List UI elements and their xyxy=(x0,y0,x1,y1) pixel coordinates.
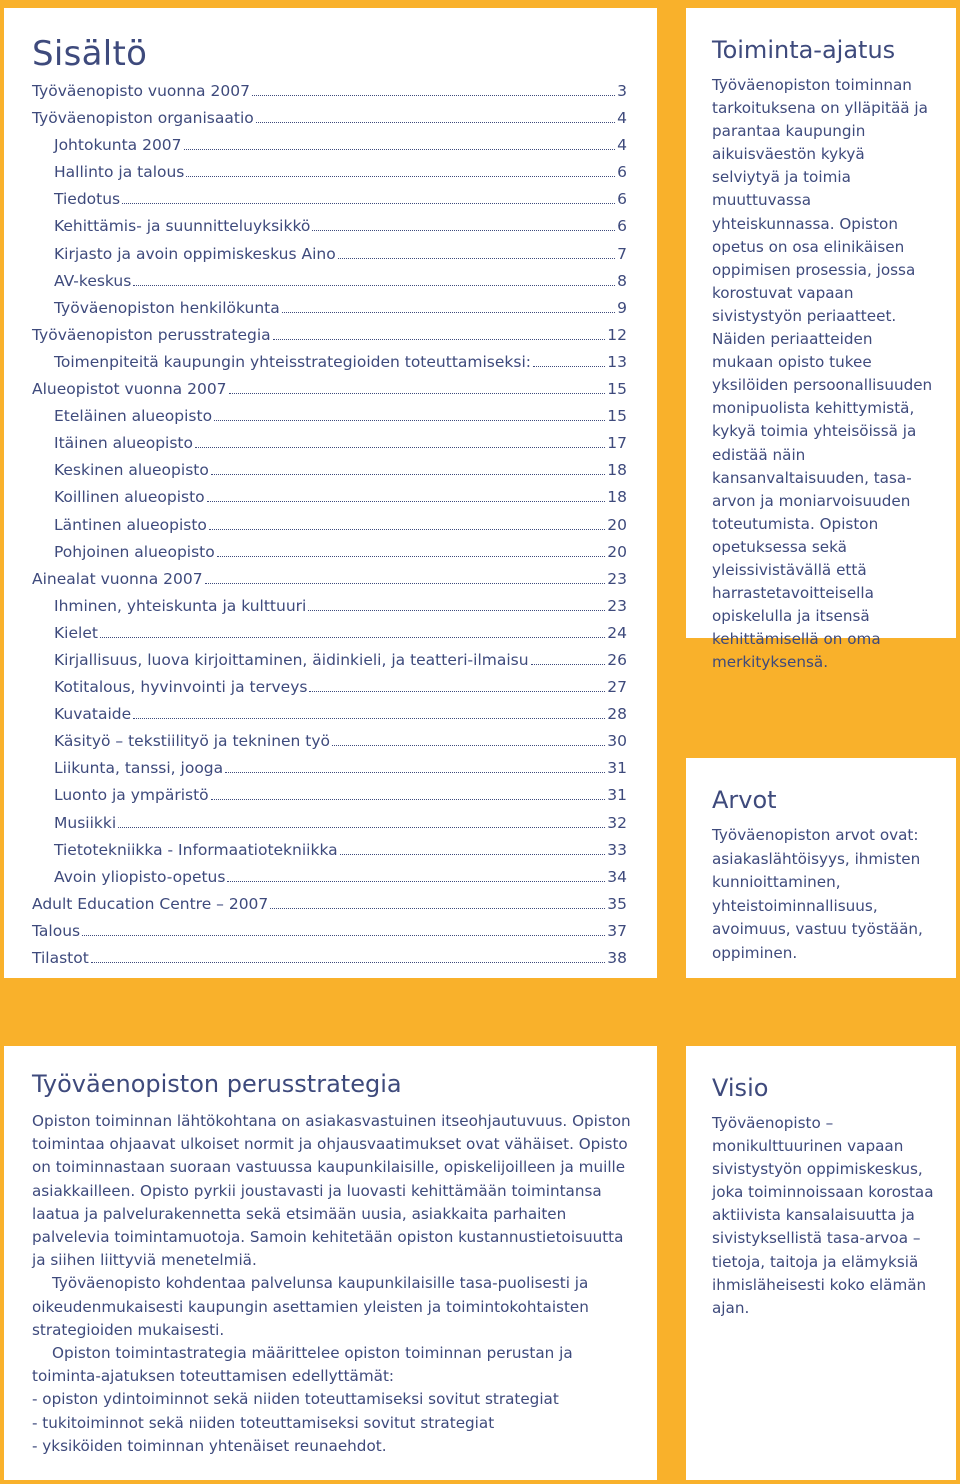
toc-entry-page: 6 xyxy=(617,190,627,209)
strategy-paragraph: Opiston toimintastrategia määrittelee opiston toiminnan perustan ja toiminta-ajatuksen toteuttamisen edellyttämät: xyxy=(32,1344,573,1386)
toc-title: Sisältö xyxy=(32,34,148,74)
toc-entry-label: AV-keskus xyxy=(54,271,132,290)
toc-entry-label: Työväenopiston perusstrategia xyxy=(32,325,271,344)
toc-entry-page: 33 xyxy=(607,840,627,859)
toc-entry-page: 13 xyxy=(607,352,627,371)
toc-entry-page: 15 xyxy=(607,380,627,399)
toc-entry-page: 9 xyxy=(617,298,627,317)
toc-dot-leader xyxy=(100,637,605,638)
toc-entry[interactable] xyxy=(32,407,627,434)
toc-entry[interactable] xyxy=(32,190,627,217)
toc-dot-leader xyxy=(209,529,605,530)
toc-dot-leader xyxy=(308,610,605,611)
toc-entry[interactable] xyxy=(32,651,627,678)
toc-entry[interactable] xyxy=(32,109,627,136)
toc-list xyxy=(32,82,627,976)
toc-dot-leader xyxy=(211,474,605,475)
toc-dot-leader xyxy=(252,95,615,96)
toc-entry-page: 31 xyxy=(607,759,627,778)
toc-entry[interactable] xyxy=(32,814,627,841)
values-panel xyxy=(686,758,956,978)
toc-dot-leader xyxy=(338,258,615,259)
toc-dot-leader xyxy=(533,366,605,367)
toc-entry-page: 35 xyxy=(607,894,627,913)
toc-dot-leader xyxy=(340,854,606,855)
toc-entry-page: 26 xyxy=(607,650,627,669)
toc-entry[interactable] xyxy=(32,245,627,272)
toc-entry-page: 17 xyxy=(607,434,627,453)
toc-entry[interactable] xyxy=(32,678,627,705)
toc-entry[interactable] xyxy=(32,353,627,380)
toc-entry-page: 34 xyxy=(607,867,627,886)
strategy-panel xyxy=(4,1046,657,1480)
toc-entry-page: 6 xyxy=(617,217,627,236)
toc-entry-label: Työväenopisto vuonna 2007 xyxy=(32,82,250,100)
toc-entry-label: Kehittämis- ja suunnitteluyksikkö xyxy=(54,217,311,236)
toc-entry-page: 23 xyxy=(607,569,627,588)
toc-entry-page: 7 xyxy=(617,244,627,263)
toc-entry-label: Kirjallisuus, luova kirjoittaminen, äidinkieli, ja teatteri-ilmaisu xyxy=(54,650,529,669)
toc-entry-page: 18 xyxy=(607,461,627,480)
toc-entry[interactable] xyxy=(32,922,627,949)
toc-dot-leader xyxy=(195,447,605,448)
toc-entry-label: Musiikki xyxy=(54,813,117,832)
toc-dot-leader xyxy=(133,718,605,719)
toc-entry[interactable] xyxy=(32,868,627,895)
toc-entry[interactable] xyxy=(32,597,627,624)
toc-entry-page: 18 xyxy=(607,488,627,507)
toc-entry[interactable] xyxy=(32,570,627,597)
toc-entry-label: Kotitalous, hyvinvointi ja terveys xyxy=(54,678,308,697)
toc-entry[interactable] xyxy=(32,732,627,759)
toc-entry-label: Adult Education Centre – 2007 xyxy=(32,894,269,913)
strategy-title: Työväenopiston perusstrategia xyxy=(32,1070,402,1098)
toc-entry-label: Tilastot xyxy=(32,949,89,967)
toc-entry-label: Tietotekniikka - Informaatiotekniikka xyxy=(54,840,338,859)
toc-entry-page: 31 xyxy=(607,786,627,805)
toc-entry-page: 24 xyxy=(607,623,627,642)
toc-entry-page: 20 xyxy=(607,542,627,561)
toc-entry-label: Ihminen, yhteiskunta ja kulttuuri xyxy=(54,596,307,615)
toc-entry-page: 8 xyxy=(617,271,627,290)
toc-dot-leader xyxy=(91,962,605,963)
toc-entry-page: 30 xyxy=(607,732,627,751)
toc-dot-leader xyxy=(217,556,606,557)
toc-entry-label: Talous xyxy=(32,921,81,940)
toc-entry-page: 6 xyxy=(617,163,627,182)
toc-entry-label: Toimenpiteitä kaupungin yhteisstrategioiden toteuttamiseksi: xyxy=(54,352,531,371)
toc-entry-page: 4 xyxy=(617,136,627,155)
toc-entry-label: Liikunta, tanssi, jooga xyxy=(54,759,224,778)
toc-dot-leader xyxy=(273,339,606,340)
strategy-body xyxy=(32,1110,637,1458)
toc-entry-page: 37 xyxy=(607,921,627,940)
toc-entry-label: Eteläinen alueopisto xyxy=(54,407,213,426)
toc-entry[interactable] xyxy=(32,217,627,244)
toc-entry-page: 38 xyxy=(607,949,627,967)
toc-dot-leader xyxy=(207,501,606,502)
toc-entry-page: 4 xyxy=(617,109,627,128)
toc-entry-page: 27 xyxy=(607,678,627,697)
toc-entry-label: Ainealat vuonna 2007 xyxy=(32,569,203,588)
toc-entry[interactable] xyxy=(32,786,627,813)
mission-panel xyxy=(686,8,956,672)
strategy-paragraph: Opiston toiminnan lähtökohtana on asiakasvastuinen itseohjautuvuus. Opiston toimintaa ohjaavat ulkoiset normit ja ohjausvaatimukset ovat vähäiset. Opisto on toiminnastaan suoraan vastuussa kaupunkilaisille, opiskelijoilleen ja muille asiakkailleen. Opisto pyrkii joustavasti ja luovasti kehittämään toimintansa laatua ja palvelurakennetta sekä etsimään uusia, asiakkaita parhaiten palvelevia toimintamuotoja. Samoin kehitetään opiston kustannustietoisuutta ja siihen liittyviä menetelmiä. xyxy=(32,1112,631,1270)
toc-entry[interactable] xyxy=(32,841,627,868)
toc-entry-page: 12 xyxy=(607,325,627,344)
toc-dot-leader xyxy=(282,312,615,313)
toc-entry-page: 23 xyxy=(607,596,627,615)
toc-entry-label: Kirjasto ja avoin oppimiskeskus Aino xyxy=(54,244,336,263)
toc-entry-label: Keskinen alueopisto xyxy=(54,461,209,480)
toc-entry-label: Kuvataide xyxy=(54,705,132,724)
toc-dot-leader xyxy=(133,285,615,286)
toc-dot-leader xyxy=(82,935,605,936)
toc-entry-label: Alueopistot vuonna 2007 xyxy=(32,380,227,399)
toc-entry-page: 32 xyxy=(607,813,627,832)
toc-entry-label: Pohjoinen alueopisto xyxy=(54,542,215,561)
toc-entry-page: 15 xyxy=(607,407,627,426)
mission-text: Työväenopiston toiminnan tarkoituksena on ylläpitää ja parantaa kaupungin aikuisväestön kykyä selviytyä ja toimia muuttuvassa yhteiskunnassa. Opiston opetus on osa elinikäisen oppimisen prosessia, jossa korostuvat vapaan sivistystyön periaatteet. Näiden periaatteiden mukaan opisto tukee yksilöiden persoonallisuuden monipuolista kehittymistä, kykyä toimia yhteisöissä ja edistää näin kansanvaltaisuuden, tasa-arvon ja moniarvoisuuden toteutumista. Opiston opetuksessa sekä yleissivistävällä että harrastetavoitteisella opiskelulla ja itsensä kehittämisellä on oma merkityksensä. xyxy=(712,76,933,672)
strategy-paragraph: Työväenopisto kohdentaa palvelunsa kaupunkilaisille tasa-puolisesti ja oikeudenmukaisesti kaupungin asettamien yleisten ja toimintokohtaisten strategioiden mukaisesti. xyxy=(32,1274,589,1339)
toc-dot-leader xyxy=(227,881,605,882)
toc-entry-label: Työväenopiston organisaatio xyxy=(32,109,254,128)
toc-entry-label: Johtokunta 2007 xyxy=(54,136,182,155)
toc-entry[interactable] xyxy=(32,82,627,109)
values-text: Työväenopiston arvot ovat: asiakaslähtöisyys, ihmisten kunnioittaminen, yhteistoiminnallisuus, avoimuus, vastuu työstään, oppiminen. xyxy=(712,826,923,962)
vision-title: Visio xyxy=(712,1074,769,1102)
toc-entry[interactable] xyxy=(32,299,627,326)
toc-entry-page: 3 xyxy=(617,82,627,100)
toc-dot-leader xyxy=(211,799,606,800)
toc-dot-leader xyxy=(312,230,615,231)
toc-dot-leader xyxy=(332,745,605,746)
values-title: Arvot xyxy=(712,786,777,814)
toc-entry[interactable] xyxy=(32,705,627,732)
toc-entry[interactable] xyxy=(32,326,627,353)
mission-title: Toiminta-ajatus xyxy=(712,36,896,64)
toc-entry[interactable] xyxy=(32,895,627,922)
toc-entry-label: Koillinen alueopisto xyxy=(54,488,205,507)
toc-dot-leader xyxy=(184,149,616,150)
toc-entry-label: Käsityö – tekstiilityö ja tekninen työ xyxy=(54,732,331,751)
toc-entry[interactable] xyxy=(32,163,627,190)
toc-entry-label: Luonto ja ympäristö xyxy=(54,786,209,805)
toc-dot-leader xyxy=(118,827,605,828)
toc-dot-leader xyxy=(122,203,615,204)
toc-entry[interactable] xyxy=(32,543,627,570)
strategy-list-item: - yksiköiden toiminnan yhtenäiset reunaehdot. xyxy=(32,1436,387,1455)
toc-dot-leader xyxy=(309,691,605,692)
toc-panel xyxy=(4,8,657,978)
toc-entry[interactable] xyxy=(32,949,627,976)
toc-entry[interactable] xyxy=(32,488,627,515)
toc-entry[interactable] xyxy=(32,272,627,299)
toc-entry[interactable] xyxy=(32,624,627,651)
toc-dot-leader xyxy=(531,664,606,665)
toc-entry-label: Avoin yliopisto-opetus xyxy=(54,867,226,886)
toc-entry[interactable] xyxy=(32,136,627,163)
toc-dot-leader xyxy=(270,908,605,909)
vision-panel xyxy=(686,1046,956,1480)
toc-dot-leader xyxy=(205,583,606,584)
toc-dot-leader xyxy=(186,176,615,177)
toc-dot-leader xyxy=(214,420,605,421)
toc-entry-label: Hallinto ja talous xyxy=(54,163,185,182)
vision-text: Työväenopisto – monikulttuurinen vapaan sivistystyön oppimiskeskus, joka toiminnoissaan korostaa aktiivista kansalaisuutta ja sivistyksellistä tasa-arvoa – tietoja, taitoja ja elämyksiä ihmisläheisesti koko elämän ajan. xyxy=(712,1114,934,1317)
toc-entry-label: Itäinen alueopisto xyxy=(54,434,193,453)
toc-entry-label: Tiedotus xyxy=(54,190,121,209)
toc-entry[interactable] xyxy=(32,759,627,786)
toc-dot-leader xyxy=(256,122,615,123)
strategy-list-item: - tukitoiminnot sekä niiden toteuttamiseksi sovitut strategiat xyxy=(32,1413,495,1432)
toc-entry[interactable] xyxy=(32,380,627,407)
toc-entry[interactable] xyxy=(32,461,627,488)
toc-entry[interactable] xyxy=(32,516,627,543)
toc-dot-leader xyxy=(225,772,605,773)
toc-entry-page: 28 xyxy=(607,705,627,724)
toc-entry-label: Kielet xyxy=(54,623,98,642)
toc-entry[interactable] xyxy=(32,434,627,461)
strategy-list-item: - opiston ydintoiminnot sekä niiden toteuttamiseksi sovitut strategiat xyxy=(32,1390,559,1409)
toc-entry-page: 20 xyxy=(607,515,627,534)
toc-entry-label: Työväenopiston henkilökunta xyxy=(54,298,280,317)
toc-dot-leader xyxy=(229,393,606,394)
toc-entry-label: Läntinen alueopisto xyxy=(54,515,207,534)
